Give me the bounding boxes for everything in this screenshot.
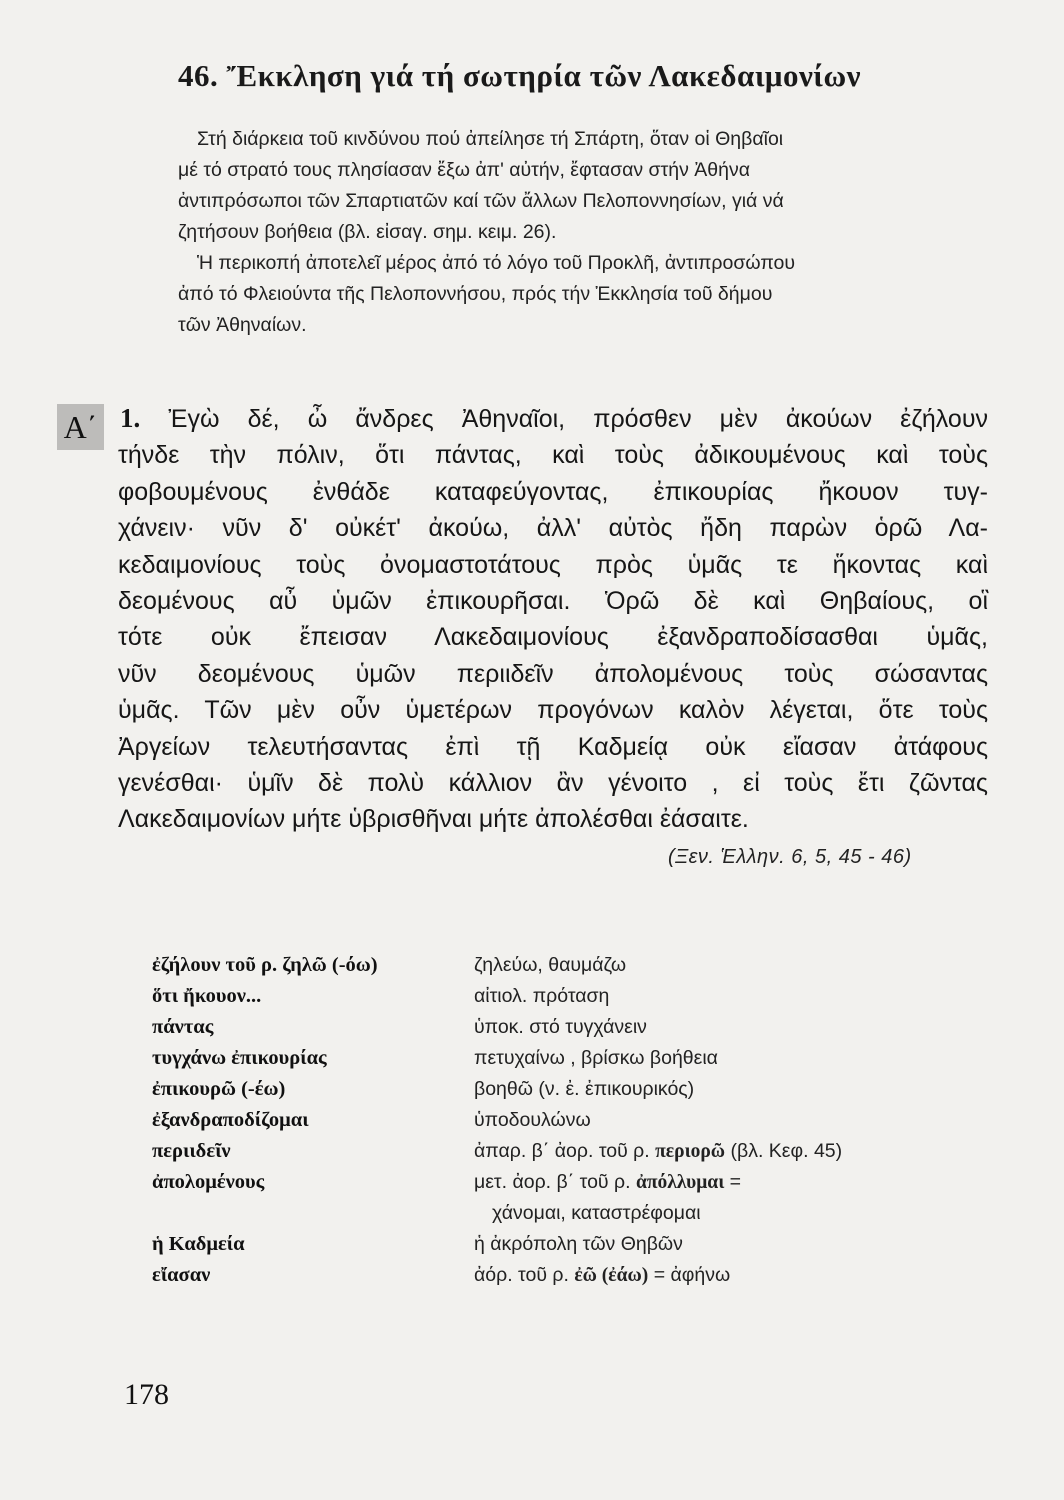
text-line: φοβουμένους ἐνθάδε καταφεύγοντας, ἐπικουρίας ἤκουον τυγ-: [118, 477, 988, 506]
text-line: κεδαιμονίους τοὺς ὀνομαστοτάτους πρὸς ὑμᾶς τε ἥκοντας καὶ: [118, 550, 988, 579]
glossary-definition: ὑποδουλώνω: [474, 1109, 591, 1131]
glossary-row: [152, 1260, 992, 1291]
glossary-row: [152, 1074, 992, 1105]
glossary-definition: ὑποκ. στό τυγχάνειν: [474, 1016, 647, 1038]
text-line: γενέσθαι· ὑμῖν δὲ πολὺ κάλλιον ἂν γένοιτο , εἰ τοὺς ἔτι ζῶντας: [118, 769, 988, 798]
intro-text: [178, 124, 990, 341]
glossary-term: ἐπικουρῶ (-έω): [152, 1078, 286, 1100]
text-line: χάνειν· νῦν δ' οὐκέτ' ἀκούω, ἀλλ' αὐτὸς ἤδη παρὼν ὁρῶ Λα-: [118, 514, 988, 543]
glossary-term: ἐζήλουν τοῦ ρ. ζηλῶ (-όω): [152, 954, 378, 976]
text-line: τήνδε τὴν πόλιν, ὅτι πάντας, καὶ τοὺς ἀδικουμένους καὶ τοὺς: [118, 441, 988, 470]
text-line: νῦν δεομένους ὑμῶν περιιδεῖν ἀπολομένους τοὺς σώσαντας: [118, 659, 988, 688]
glossary-definition: πετυχαίνω , βρίσκω βοήθεια: [474, 1047, 718, 1069]
glossary-term: περιιδεῖν: [152, 1140, 231, 1162]
text-line: ὑμᾶς. Τῶν μὲν οὖν ὑμετέρων προγόνων καλὸν λέγεται, ὅτε τοὺς: [118, 696, 988, 725]
intro-line: ἀπό τό Φλειούντα τῆς Πελοποννήσου, πρός τήν Ἐκκλησία τοῦ δήμου: [178, 283, 773, 305]
glossary-term: τυγχάνω ἐπικουρίας: [152, 1047, 327, 1069]
text-line: τότε οὐκ ἔπεισαν Λακεδαιμονίους ἐξανδραποδίσασθαι ὑμᾶς,: [118, 623, 988, 652]
glossary-term: ἡ Καδμεία: [152, 1233, 245, 1255]
intro-line: ζητήσουν βοήθεια (βλ. εἰσαγ. σημ. κειμ. 26).: [178, 221, 557, 243]
glossary-row: [152, 1043, 992, 1074]
glossary-row: [152, 1167, 992, 1229]
glossary-term: ἐξανδραποδίζομαι: [152, 1109, 309, 1131]
page-number: 178: [124, 1378, 169, 1411]
intro-line: τῶν Ἀθηναίων.: [178, 314, 307, 336]
paragraph-number: 1.: [120, 403, 141, 433]
glossary-row: [152, 1229, 992, 1260]
glossary-definition: ἀπαρ. β΄ ἀορ. τοῦ ρ. περιορῶ (βλ. Κεφ. 45): [474, 1140, 843, 1162]
glossary-definition: ἡ ἀκρόπολη τῶν Θηβῶν: [474, 1233, 683, 1255]
glossary-term: εἴασαν: [152, 1264, 211, 1286]
glossary-row: [152, 1136, 992, 1167]
glossary-definition: μετ. ἀορ. β΄ τοῦ ρ. ἀπόλλυμαι = χάνομαι, καταστρέφομαι: [474, 1171, 742, 1224]
glossary-definition: ἀόρ. τοῦ ρ. ἐῶ (ἐάω) = ἀφήνω: [474, 1264, 731, 1286]
text-line: δεομένους αὖ ὑμῶν ἐπικουρῆσαι. Ὁρῶ δὲ καὶ Θηβαίους, οἳ: [118, 587, 988, 616]
glossary-definition: αἰτιολ. πρόταση: [474, 985, 610, 1007]
intro-line: μέ τό στρατό τους πλησίασαν ἔξω ἀπ' αὐτήν, ἔφτασαν στήν Ἀθήνα: [178, 159, 751, 181]
glossary-definition: βοηθῶ (ν. ἐ. ἐπικουρικός): [474, 1078, 695, 1100]
vocabulary-glossary: [152, 950, 992, 1291]
text-line: Λακεδαιμονίων μήτε ὑβρισθῆναι μήτε ἀπολέσθαι ἐάσαιτε.: [118, 805, 749, 834]
source-citation: (Ξεν. Ἑλλην. 6, 5, 45 - 46): [668, 846, 912, 868]
glossary-row: [152, 1105, 992, 1136]
glossary-row: [152, 950, 992, 981]
page-title: 46. Ἔκκληση γιά τή σωτηρία τῶν Λακεδαιμονίων: [178, 58, 861, 93]
text-line: Ἀργείων τελευτήσαντας ἐπὶ τῇ Καδμείᾳ οὐκ εἴασαν ἀτάφους: [118, 732, 988, 761]
ancient-text: [118, 400, 988, 838]
intro-paragraph-1: [178, 124, 990, 248]
text-line: 1. Ἐγὼ δέ, ὦ ἄνδρες Ἀθηναῖοι, πρόσθεν μὲν ἀκούων ἐζήλουν: [120, 403, 988, 433]
intro-line: Στή διάρκεια τοῦ κινδύνου πού ἀπείλησε τή Σπάρτη, ὅταν οἱ Θηβαῖοι: [197, 128, 784, 150]
intro-line: Ἡ περικοπή ἀποτελεῖ μέρος ἀπό τό λόγο τοῦ Προκλῆ, ἀντιπροσώπου: [197, 252, 796, 274]
glossary-row: [152, 1012, 992, 1043]
glossary-row: [152, 981, 992, 1012]
glossary-term: ὅτι ἤκουον...: [152, 985, 262, 1007]
section-marker: Α΄: [57, 404, 104, 450]
glossary-definition: ζηλεύω, θαυμάζω: [474, 954, 627, 976]
glossary-term: ἀπολομένους: [152, 1171, 265, 1193]
intro-line: ἀντιπρόσωποι τῶν Σπαρτιατῶν καί τῶν ἄλλων Πελοποννησίων, γιά νά: [178, 190, 784, 212]
intro-paragraph-2: [178, 248, 990, 341]
glossary-term: πάντας: [152, 1016, 214, 1038]
